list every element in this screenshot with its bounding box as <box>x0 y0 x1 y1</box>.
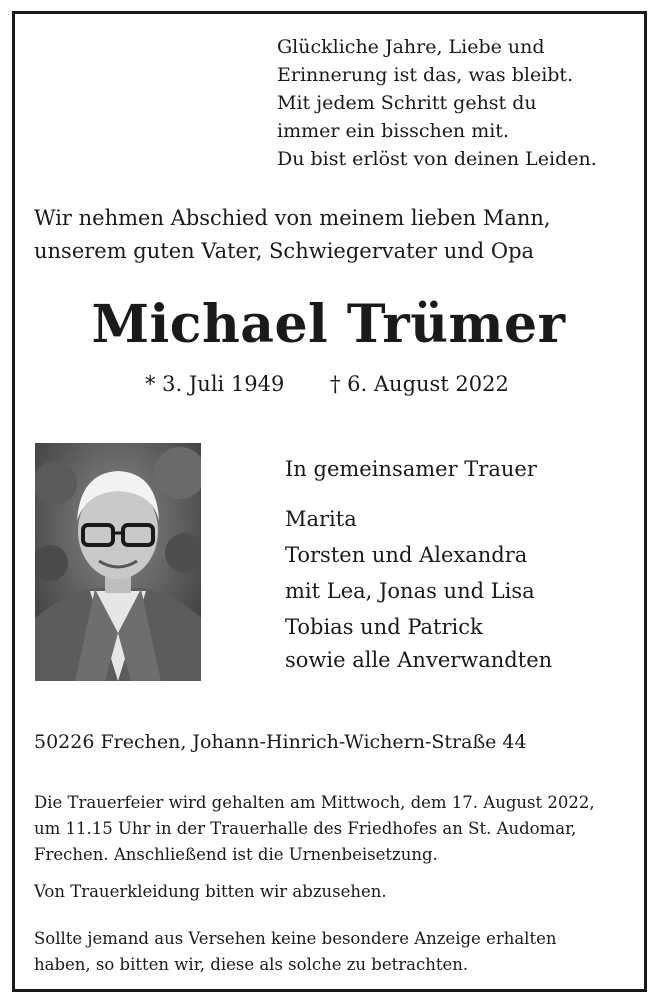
mourners-heading: In gemeinsamer Trauer <box>285 457 537 481</box>
mourner-name: mit Lea, Jonas und Lisa <box>285 579 535 603</box>
mourner-name: Torsten und Alexandra <box>285 543 528 567</box>
ceremony-line: Die Trauerfeier wird gehalten am Mittwoch, dem 17. August 2022, <box>34 793 595 812</box>
notice-note <box>34 926 556 978</box>
portrait-illustration <box>35 443 201 681</box>
poem-line: Erinnerung ist das, was bleibt. <box>277 64 574 86</box>
farewell-intro <box>34 202 551 268</box>
ceremony-line: um 11.15 Uhr in der Trauerhalle des Friedhofes an St. Audomar, <box>34 819 577 838</box>
poem-line: Glückliche Jahre, Liebe und <box>277 36 545 58</box>
mourner-name: Marita <box>285 507 357 531</box>
poem-line: immer ein bisschen mit. <box>277 120 509 142</box>
poem-line: Mit jedem Schritt gehst du <box>277 92 537 114</box>
death-date: † 6. August 2022 <box>330 372 509 396</box>
mourners-list <box>285 501 535 645</box>
poem-line: Du bist erlöst von deinen Leiden. <box>277 148 597 170</box>
address: 50226 Frechen, Johann-Hinrich-Wichern-Straße 44 <box>34 731 527 753</box>
ceremony-line: Frechen. Anschließend ist die Urnenbeisetzung. <box>34 845 438 864</box>
notice-line: Sollte jemand aus Versehen keine besondere Anzeige erhalten <box>34 929 557 948</box>
mourner-name: Tobias und Patrick <box>285 615 483 639</box>
birth-date: * 3. Juli 1949 <box>145 372 285 396</box>
ceremony-info <box>34 790 595 868</box>
poem <box>277 33 597 173</box>
portrait-photo <box>35 443 201 681</box>
deceased-name: Michael Trümer <box>91 294 566 355</box>
notice-line: haben, so bitten wir, diese als solche zu betrachten. <box>34 955 469 974</box>
clothing-note: Von Trauerkleidung bitten wir abzusehen. <box>34 882 387 901</box>
intro-line: unserem guten Vater, Schwiegervater und Opa <box>34 239 535 263</box>
other-relatives: sowie alle Anverwandten <box>285 648 553 672</box>
intro-line: Wir nehmen Abschied von meinem lieben Mann, <box>34 206 551 230</box>
